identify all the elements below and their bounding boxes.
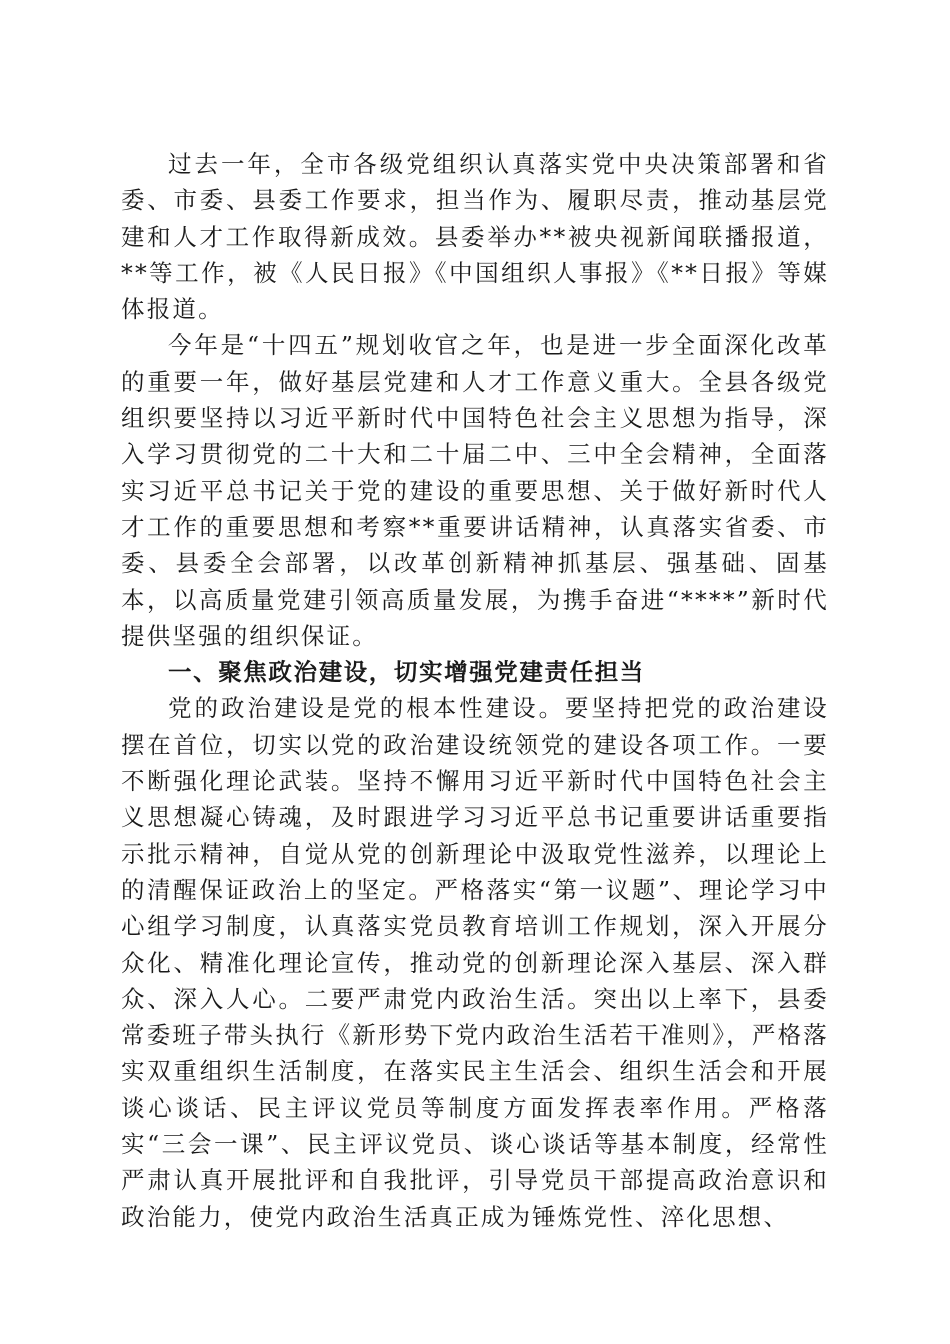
section-heading: 一、聚焦政治建设，切实增强党建责任担当 [168, 658, 645, 687]
intro-paragraph-1: 过去一年，全市各级党组织认真落实党中央决策部署和省委、市委、县委工作要求，担当作为、履职尽责，推动基层党建和人才工作取得新成效。县委举办**被央视新闻联播报道，**等工作，被《人民日报》《中国组织人事报》《**日报》等媒体报道。 [121, 150, 829, 324]
section-paragraph: 党的政治建设是党的根本性建设。要坚持把党的政治建设摆在首位，切实以党的政治建设统领党的建设各项工作。一要不断强化理论武装。坚持不懈用习近平新时代中国特色社会主义思想凝心铸魂，及时跟进学习习近平总书记重要讲话重要指示批示精神，自觉从党的创新理论中汲取党性滋养，以理论上的清醒保证政治上的坚定。严格落实“第一议题”、理论学习中心组学习制度，认真落实党员教育培训工作规划，深入开展分众化、精准化理论宣传，推动党的创新理论深入基层、深入群众、深入人心。二要严肃党内政治生活。突出以上率下，县委常委班子带头执行《新形势下党内政治生活若干准则》，严格落实双重组织生活制度，在落实民主生活会、组织生活会和开展谈心谈话、民主评议党员等制度方面发挥表率作用。严格落实“三会一课”、民主评议党员、谈心谈话等基本制度，经常性严肃认真开展批评和自我批评，引导党员干部提高政治意识和政治能力，使党内政治生活真正成为锤炼党性、淬化思想、 [121, 694, 829, 1231]
document-body [121, 146, 829, 1235]
intro-paragraph-2: 今年是“十四五”规划收官之年，也是进一步全面深化改革的重要一年，做好基层党建和人才工作意义重大。全县各级党组织要坚持以习近平新时代中国特色社会主义思想为指导，深入学习贯彻党的二十大和二十届二中、三中全会精神，全面落实习近平总书记关于党的建设的重要思想、关于做好新时代人才工作的重要思想和考察**重要讲话精神，认真落实省委、市委、县委全会部署，以改革创新精神抓基层、强基础、固基本，以高质量党建引领高质量发展，为携手奋进“****”新时代提供坚强的组织保证。 [121, 331, 829, 650]
